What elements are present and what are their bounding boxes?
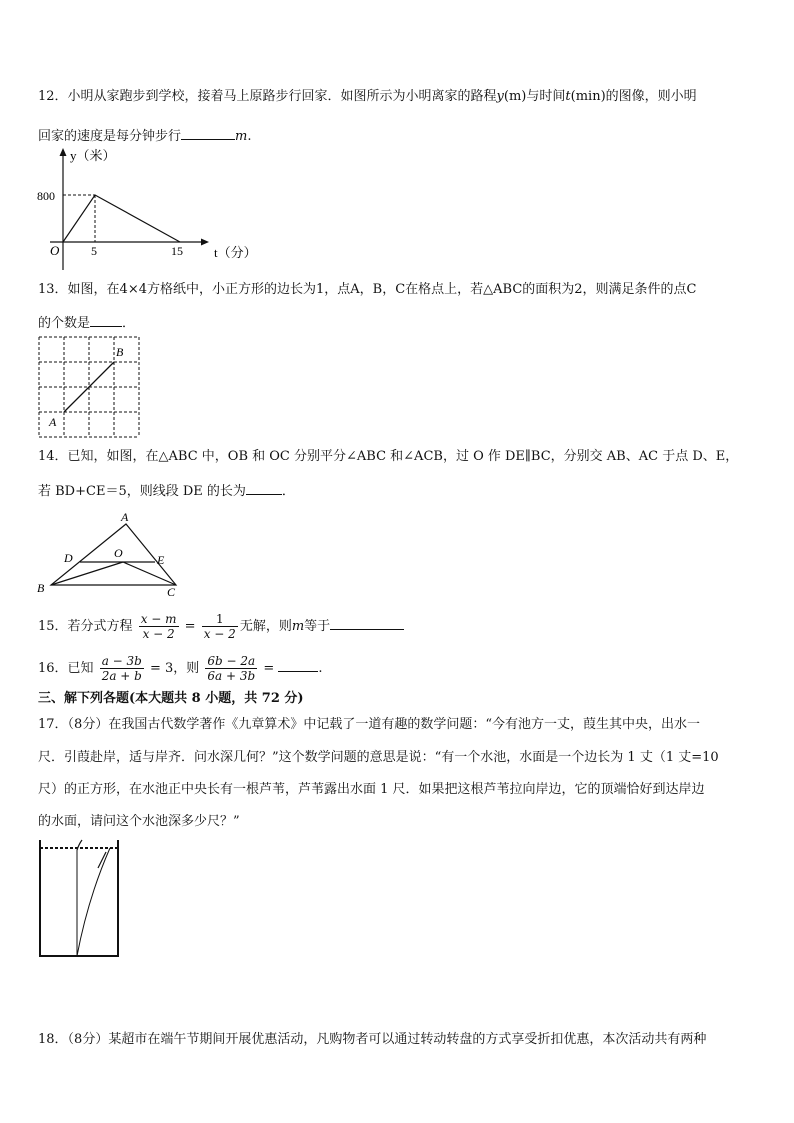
- q17-pool-figure: [36, 838, 122, 960]
- q13-line1: 13．如图，在4×4方格纸中，小正方形的边长为1，点A，B，C在格点上，若△ABC的面积为2，则满足条件的点C: [38, 282, 697, 297]
- q15-line: 15．若分式方程 $\frac{x - m}{x - 2}$ = $\frac{1}{x - 2}$ 无解，则m等于: [38, 610, 404, 644]
- q14-line1: 14．已知，如图，在△ABC 中，OB 和 OC 分别平分∠ABC 和∠ACB，过 O 作 DE∥BC，分别交 AB、AC 于点 D、E，: [38, 449, 739, 464]
- x-axis-label: t（分）: [214, 245, 257, 260]
- label-o: O: [114, 546, 123, 560]
- y-tick-800: 800: [37, 189, 55, 203]
- q17-line4: 的水面，请问这个水池深多少尺？”: [38, 814, 240, 829]
- q16-line: 16．已知 $\frac{a - 3b}{2a + b}$ = 3，则 $\frac{6b - 2a}{6a + 3b}$ = .: [38, 654, 323, 683]
- label-d: D: [64, 551, 73, 565]
- q15-frac1: $\frac{x - m}{x - 2}$: [140, 612, 177, 641]
- origin-label: O: [50, 243, 60, 258]
- point-a-label: A: [49, 415, 57, 429]
- x-tick-5: 5: [91, 244, 97, 258]
- q17-line2: 尺．引葭赴岸，适与岸齐．问水深几何？”这个数学问题的意思是说：“有一个水池，水面是一个边长为 1 丈（1 丈=10: [38, 750, 719, 765]
- q17-line1: 17．（8分）在我国古代数学著作《九章算术》中记载了一道有趣的数学问题：“今有池方一丈，葭生其中央，出水一: [38, 717, 700, 732]
- segment-ob: [51, 562, 123, 585]
- segment-oc: [123, 562, 176, 585]
- answer-blank[interactable]: [246, 481, 282, 495]
- answer-blank[interactable]: [181, 126, 235, 140]
- y-axis-label: y（米）: [70, 148, 116, 163]
- q16-frac1: $\frac{a - 3b}{2a + b}$: [101, 654, 142, 683]
- answer-blank[interactable]: [278, 658, 318, 672]
- q12-line1: 12．小明从家跑步到学校，接着马上原路步行回家．如图所示为小明离家的路程y(m)与时间t(min)的图像，则小明: [38, 89, 697, 104]
- q17-line3: 尺）的正方形，在水池正中央长有一根芦苇，芦苇露出水面 1 尺．如果把这根芦苇拉向岸边，它的顶端恰好到达岸边: [38, 782, 705, 797]
- y-axis-arrow: [60, 148, 67, 156]
- x-tick-15: 15: [171, 244, 183, 258]
- label-a: A: [121, 510, 129, 524]
- label-b: B: [37, 581, 45, 595]
- q14-line2: 若 BD+CE＝5，则线段 DE 的长为 ．: [38, 481, 295, 501]
- label-e: E: [157, 553, 165, 567]
- answer-blank[interactable]: [90, 313, 122, 327]
- point-b-label: B: [116, 345, 124, 359]
- reed-leaning: [77, 848, 110, 956]
- q14-triangle-figure: [34, 508, 184, 600]
- distance-line: [63, 195, 180, 242]
- answer-blank[interactable]: [330, 616, 404, 630]
- q18-line1: 18．（8分）某超市在端午节期间开展优惠活动，凡购物者可以通过转动转盘的方式享受折扣优惠，本次活动共有两种: [38, 1032, 707, 1047]
- q13-line2: 的个数是 ．: [38, 313, 135, 333]
- section-3-title: 三、解下列各题(本大题共 8 小题，共 72 分): [38, 691, 304, 706]
- q12-distance-time-graph: [30, 146, 260, 274]
- q12-line2: 回家的速度是每分钟步行 m.: [38, 126, 251, 146]
- q16-frac2: $\frac{6b - 2a}{6a + 3b}$: [207, 654, 256, 683]
- label-c: C: [167, 585, 176, 599]
- x-axis-arrow: [201, 239, 209, 246]
- q15-frac2: $\frac{1}{x - 2}$: [203, 612, 236, 641]
- q13-grid-figure: [36, 334, 146, 440]
